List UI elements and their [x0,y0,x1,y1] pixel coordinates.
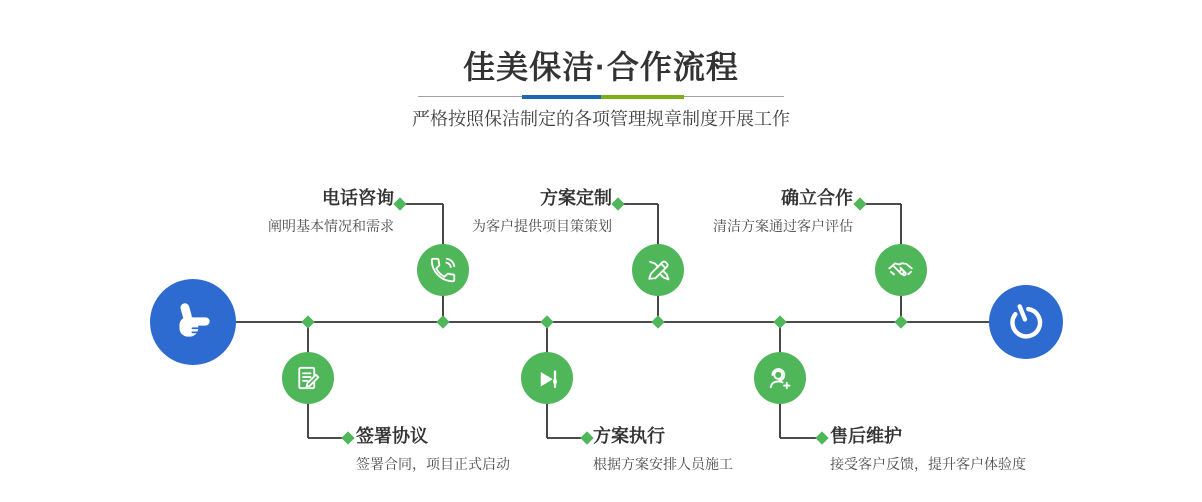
step-title: 售后维护 [830,426,902,446]
customer-service-icon [765,363,795,393]
step-desc: 阐明基本情况和需求 [268,217,394,234]
play-execute-icon [532,363,562,393]
step-desc: 接受客户反馈，提升客户体验度 [830,455,1026,472]
step-plan-custom-node [632,244,684,296]
phone-call-icon [428,255,458,285]
step-desc: 根据方案安排人员施工 [593,455,733,472]
start-node [150,279,236,365]
step-title: 确立合作 [781,188,853,208]
step-aftersale-service-label [830,426,1026,474]
step-title: 签署协议 [356,426,428,446]
step-desc: 为客户提供项目策策划 [472,217,612,234]
document-sign-icon [293,363,323,393]
step-title: 电话咨询 [322,188,394,208]
step-desc: 签署合同，项目正式启动 [356,455,510,472]
step-sign-agreement-node [282,352,334,404]
step-aftersale-service-node [754,352,806,404]
step-establish-coop-node [875,244,927,296]
handshake-icon [886,255,916,285]
page-subtitle: 严格按照保洁制定的各项管理规章制度开展工作 [412,109,790,129]
design-tools-icon [643,255,673,285]
step-plan-execute-node [521,352,573,404]
pointing-hand-icon [168,297,218,347]
power-icon [1004,300,1048,344]
step-title: 方案定制 [540,188,612,208]
step-sign-agreement-label [356,426,510,474]
step-phone-consult-node [417,244,469,296]
end-node [989,285,1063,359]
page-title: 佳美保洁·合作流程 [463,49,739,85]
step-desc: 清洁方案通过客户评估 [713,217,853,234]
step-plan-execute-label [593,426,733,474]
step-establish-coop-label [713,188,853,236]
step-phone-consult-label [268,188,394,236]
step-plan-custom-label [472,188,612,236]
step-title: 方案执行 [593,426,665,446]
